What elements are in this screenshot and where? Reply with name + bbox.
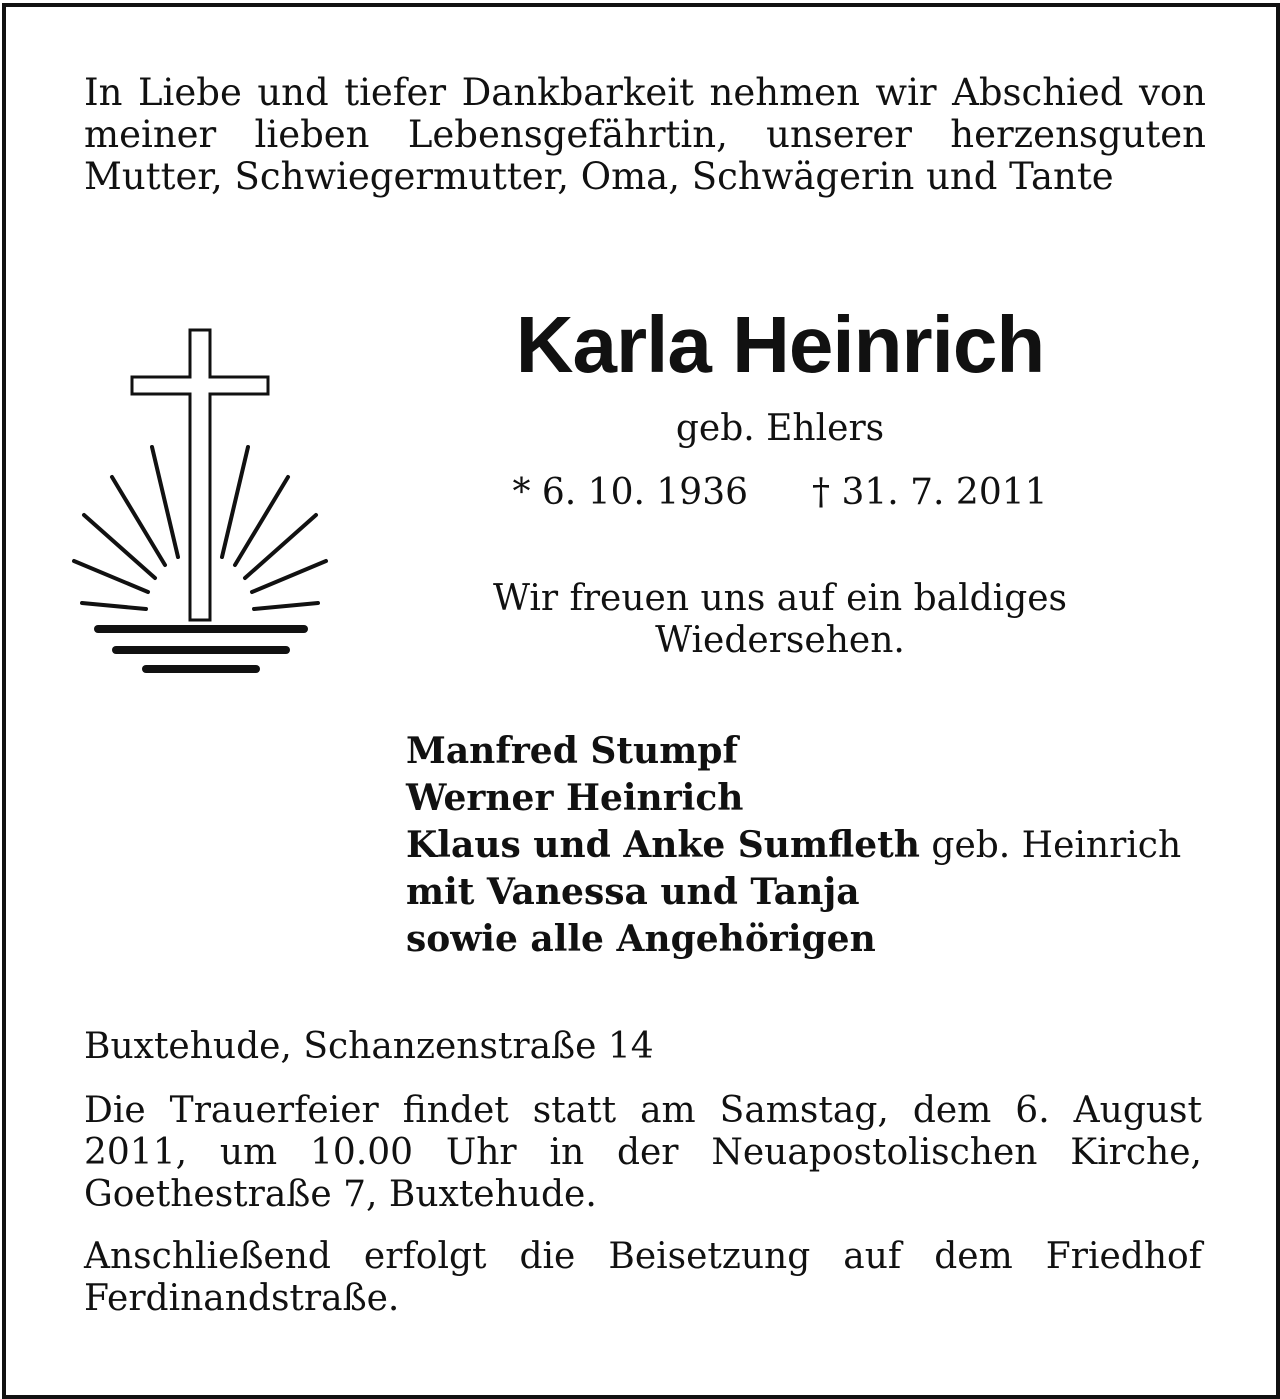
mourner-line: Manfred Stumpf bbox=[406, 730, 738, 772]
verse bbox=[430, 578, 1130, 662]
burial-text: Anschließend erfolgt die Beisetzung auf dem Friedhof Ferdinandstraße. bbox=[84, 1236, 1202, 1319]
mourner-line: sowie alle Angehörigen bbox=[406, 918, 876, 960]
mourner-line bbox=[406, 822, 1226, 869]
intro-text: In Liebe und tiefer Dankbarkeit nehmen wir Abschied von meiner lieben Lebensgefährtin, unserer herzensguten Mutter, Schwiegermutter, Oma, Schwägerin und Tante bbox=[84, 71, 1206, 198]
mourner-maiden-name: geb. Heinrich bbox=[919, 825, 1182, 866]
verse-line-1: Wir freuen uns auf ein baldiges bbox=[492, 578, 1068, 619]
mourner-names: Klaus und Anke Sumfleth bbox=[406, 824, 920, 866]
mourners-list bbox=[406, 728, 1226, 963]
home-address: Buxtehude, Schanzenstraße 14 bbox=[84, 1026, 654, 1067]
mourner-line: Werner Heinrich bbox=[406, 777, 744, 819]
cross-sunrise-icon bbox=[70, 325, 330, 685]
life-dates bbox=[430, 472, 1130, 514]
death-date: † 31. 7. 2011 bbox=[812, 472, 1048, 513]
funeral-service-text: Die Trauerfeier findet statt am Samstag, dem 6. August 2011, um 10.00 Uhr in der Neuapostolischen Kirche, Goethestraße 7, Buxtehude. bbox=[84, 1090, 1202, 1215]
deceased-name: Karla Heinrich bbox=[515, 300, 1045, 389]
maiden-name: geb. Ehlers bbox=[675, 408, 885, 449]
birth-date: * 6. 10. 1936 bbox=[512, 472, 748, 513]
verse-line-2: Wiedersehen. bbox=[655, 620, 905, 661]
mourner-line: mit Vanessa und Tanja bbox=[406, 871, 860, 913]
